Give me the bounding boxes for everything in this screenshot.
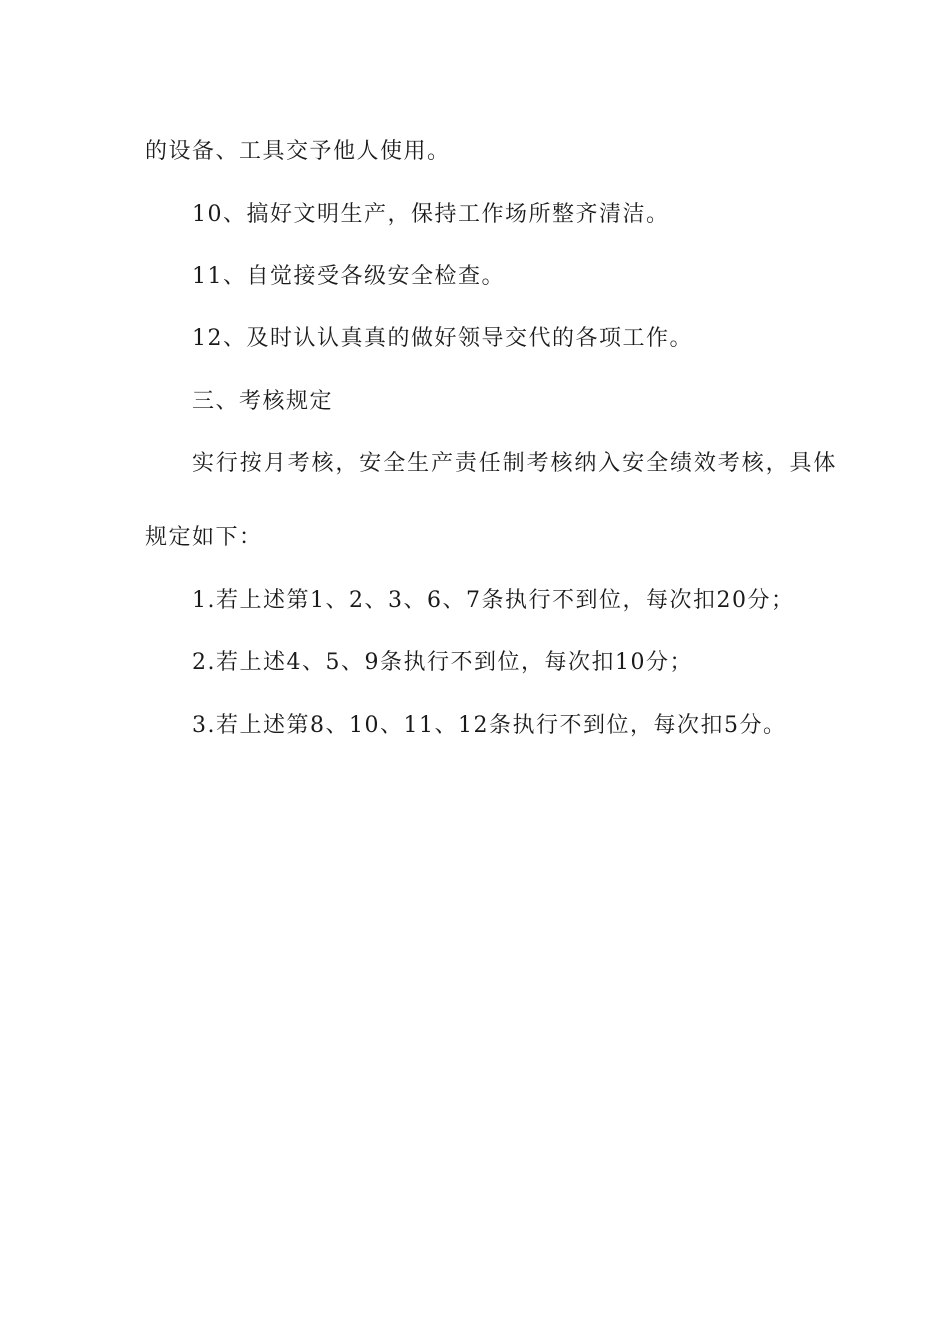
rule-item-12: 12、及时认认真真的做好领导交代的各项工作。 xyxy=(192,326,693,351)
assessment-rule-3: 3.若上述第8、10、11、12条执行不到位，每次扣5分。 xyxy=(192,713,787,738)
rule-item-10: 10、搞好文明生产，保持工作场所整齐清洁。 xyxy=(192,202,670,227)
rule-item-11: 11、自觉接受各级安全检查。 xyxy=(192,264,505,289)
assessment-rule-2: 2.若上述4、5、9条执行不到位，每次扣10分； xyxy=(192,650,693,675)
assessment-intro-line-1: 实行按月考核，安全生产责任制考核纳入安全绩效考核，具体 xyxy=(192,451,838,476)
assessment-intro-line-2: 规定如下： xyxy=(145,525,263,550)
assessment-rule-1: 1.若上述第1、2、3、6、7条执行不到位，每次扣20分； xyxy=(192,588,795,613)
section-heading-assessment: 三、考核规定 xyxy=(192,389,334,414)
paragraph-continuation: 的设备、工具交予他人使用。 xyxy=(145,139,451,164)
